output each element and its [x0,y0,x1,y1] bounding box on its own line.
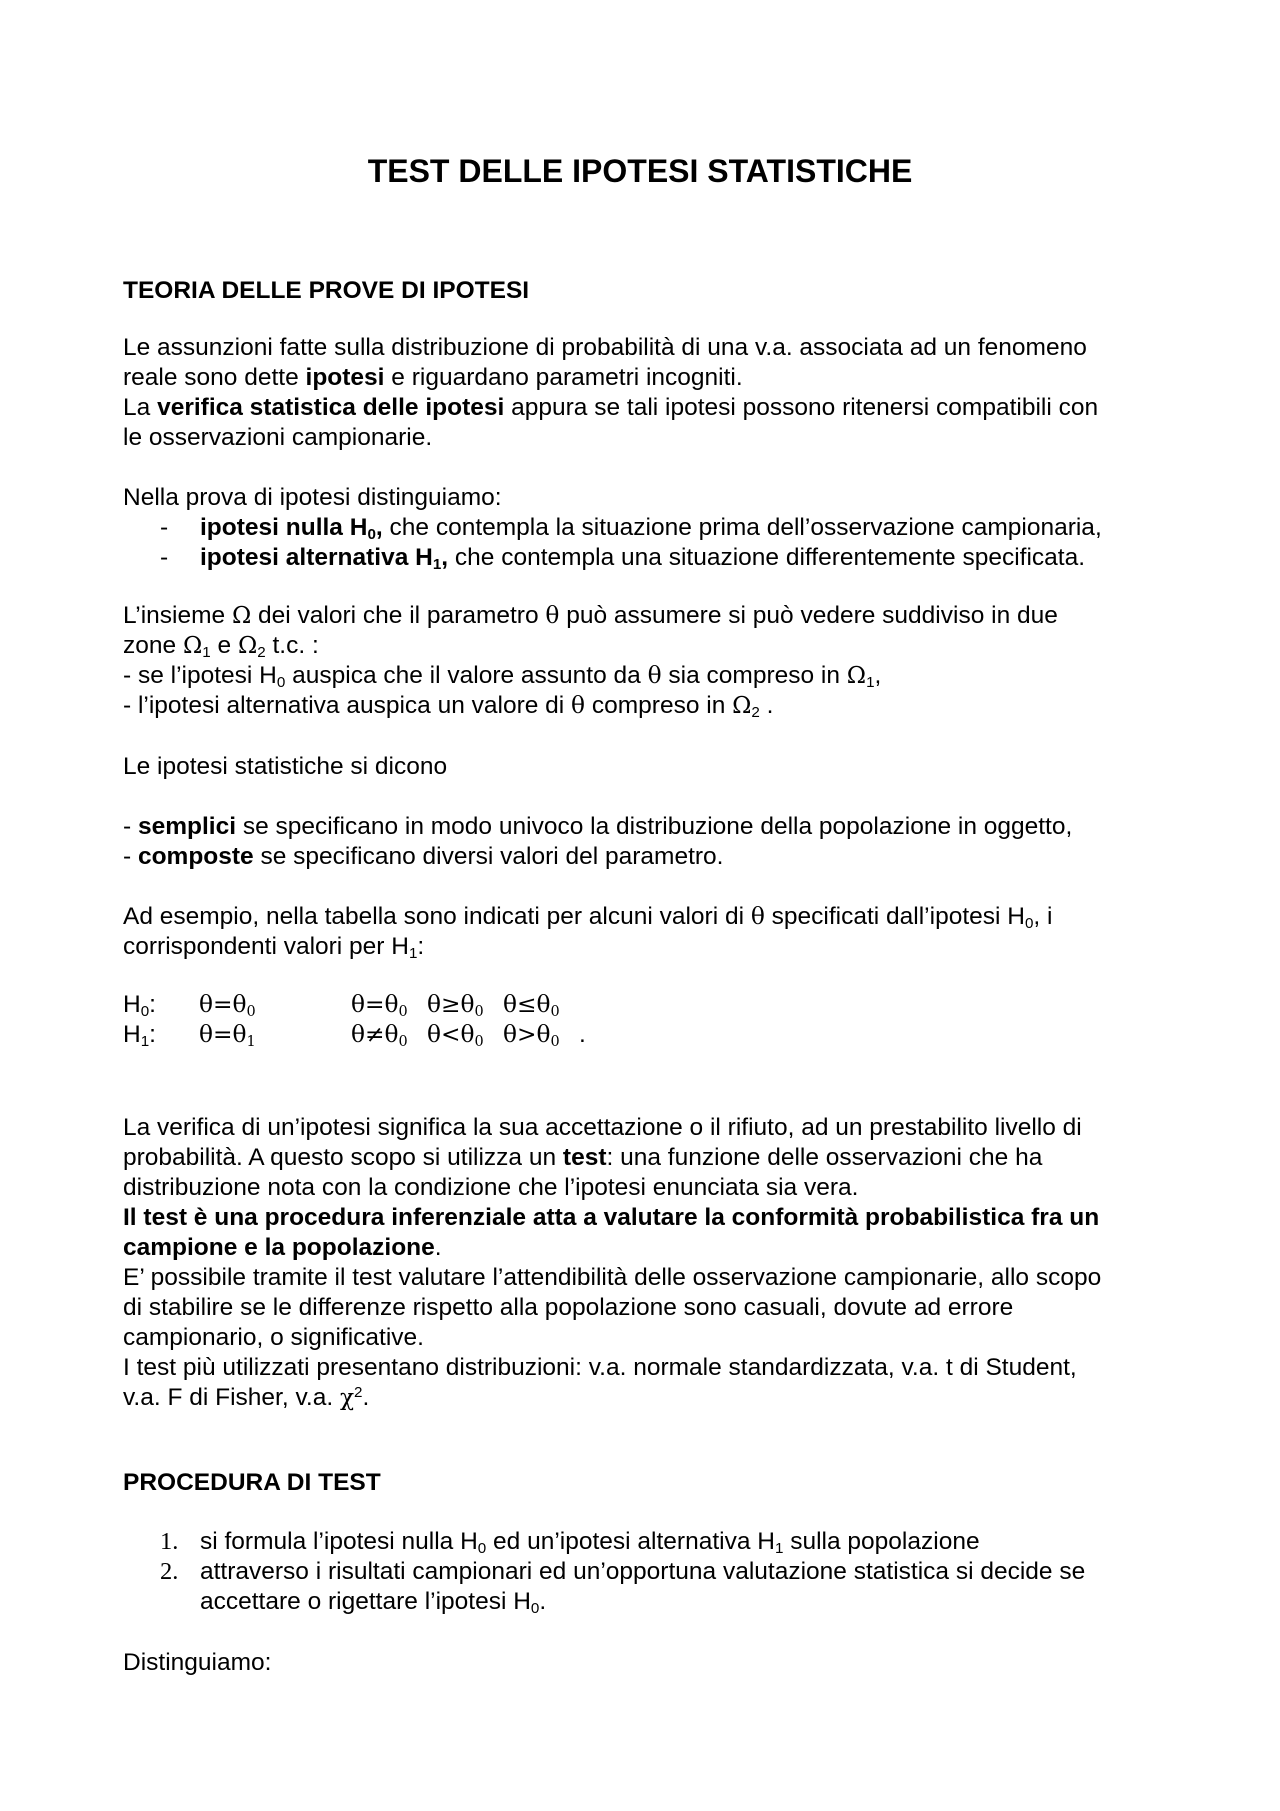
table-row [123,990,609,1020]
table-cell: θ>θ0 [503,1021,560,1051]
paragraph-statistical-hypotheses: Le ipotesi statistiche si dicono [123,753,448,780]
table-cell [579,990,609,1020]
text-line: E’ possibile tramite il test valutare l’attendibilità delle osservazione campionarie, allo scopo [123,1264,1102,1291]
list-item: 1. si formula l’ipotesi nulla H0 ed un’ipotesi alternativa H1 sulla popolazione [160,1528,980,1558]
text-line: Nella prova di ipotesi distinguiamo: [123,484,502,511]
text-line: reale sono dette ipotesi e riguardano parametri incogniti. [123,364,743,391]
text-line: di stabilire se le differenze rispetto alla popolazione sono casuali, dovute ad errore [123,1294,1014,1321]
table-cell: H1: [123,1021,156,1051]
paragraph-verification [123,1113,1183,1413]
text-line: v.a. F di Fisher, v.a. $\chi^2$. [123,1384,370,1411]
text-line: - l’ipotesi alternativa auspica un valore di θ compreso in Ω2 . [123,692,774,722]
text-line: - semplici se specificano in modo univoco la distribuzione della popolazione in oggetto, [123,813,1073,840]
text-line: campione e la popolazione. [123,1234,442,1261]
procedure-steps [123,1527,1183,1617]
text-line: Le assunzioni fatte sulla distribuzione di probabilità di una v.a. associata ad un fenomeno [123,334,1087,361]
section-heading-procedure: PROCEDURA DI TEST [123,1469,381,1496]
paragraph-distinguish [123,483,1183,573]
table-cell: θ=θ0 [199,991,256,1021]
text-line: corrispondenti valori per H1: [123,933,425,963]
hypothesis-table [123,990,609,1050]
paragraph-example [123,902,1183,962]
section-heading-theory: TEORIA DELLE PROVE DI IPOTESI [123,277,530,304]
text-line: La verifica statistica delle ipotesi appura se tali ipotesi possono ritenersi compatibili con [123,394,1099,421]
table-cell: θ=θ0 [351,991,408,1021]
text-line: - se l’ipotesi H0 auspica che il valore assunto da θ sia compreso in Ω1, [123,662,882,692]
text-line: le osservazioni campionarie. [123,424,433,451]
text-line: L’insieme Ω dei valori che il parametro θ può assumere si può vedere suddiviso in due [123,602,1058,629]
list-item-null-hypothesis: - ipotesi nulla H0, che contempla la situazione prima dell’osservazione campionaria, [160,514,1102,544]
paragraph-assumptions [123,333,1183,453]
paragraph-omega [123,601,1183,721]
term-semplici: semplici [137,813,237,840]
table-cell: θ=θ1 [199,1021,256,1051]
list-item-alt-hypothesis: - ipotesi alternativa H1, che contempla una situazione differentemente specificata. [160,544,1086,574]
list-item: 2. attraverso i risultati campionari ed un’opportuna valutazione statistica si decide se [160,1558,1086,1585]
text-line: distribuzione nota con la condizione che l’ipotesi enunciata sia vera. [123,1174,859,1201]
term-composte: composte [137,843,254,870]
text-line: probabilità. A questo scopo si utilizza un test: una funzione delle osservazioni che ha [123,1144,1043,1171]
table-cell: θ<θ0 [427,1021,484,1051]
text-line: I test più utilizzati presentano distribuzioni: v.a. normale standardizzata, v.a. t di Student, [123,1354,1077,1381]
table-cell: H0: [123,991,156,1021]
text-line: zone Ω1 e Ω2 t.c. : [123,632,319,662]
text-line: campionario, o significative. [123,1324,424,1351]
table-row [123,1020,609,1050]
table-cell: θ≤θ0 [503,991,560,1021]
table-cell: θ≥θ0 [427,991,484,1021]
paragraph-simple-composite [123,812,1183,872]
page-title: TEST DELLE IPOTESI STATISTICHE [367,153,913,189]
paragraph-closing: Distinguiamo: [123,1649,272,1676]
list-item-continuation: accettare o rigettare l’ipotesi H0. [200,1588,547,1618]
table-cell: θ≠θ0 [351,1021,408,1051]
text-line: Ad esempio, nella tabella sono indicati per alcuni valori di θ specificati dall’ipotesi H0, i [123,903,1053,933]
text-line: - composte se specificano diversi valori del parametro. [123,843,724,870]
term-test: test [562,1144,607,1171]
text-line: La verifica di un’ipotesi significa la sua accettazione o il rifiuto, ad un prestabilito livello di [123,1114,1082,1141]
text-line-bold: Il test è una procedura inferenziale atta a valutare la conformità probabilistica fra un [123,1204,1100,1231]
term-verifica: verifica statistica delle ipotesi [157,394,505,421]
term-ipotesi: ipotesi [305,364,385,391]
table-cell: . [579,1021,586,1048]
